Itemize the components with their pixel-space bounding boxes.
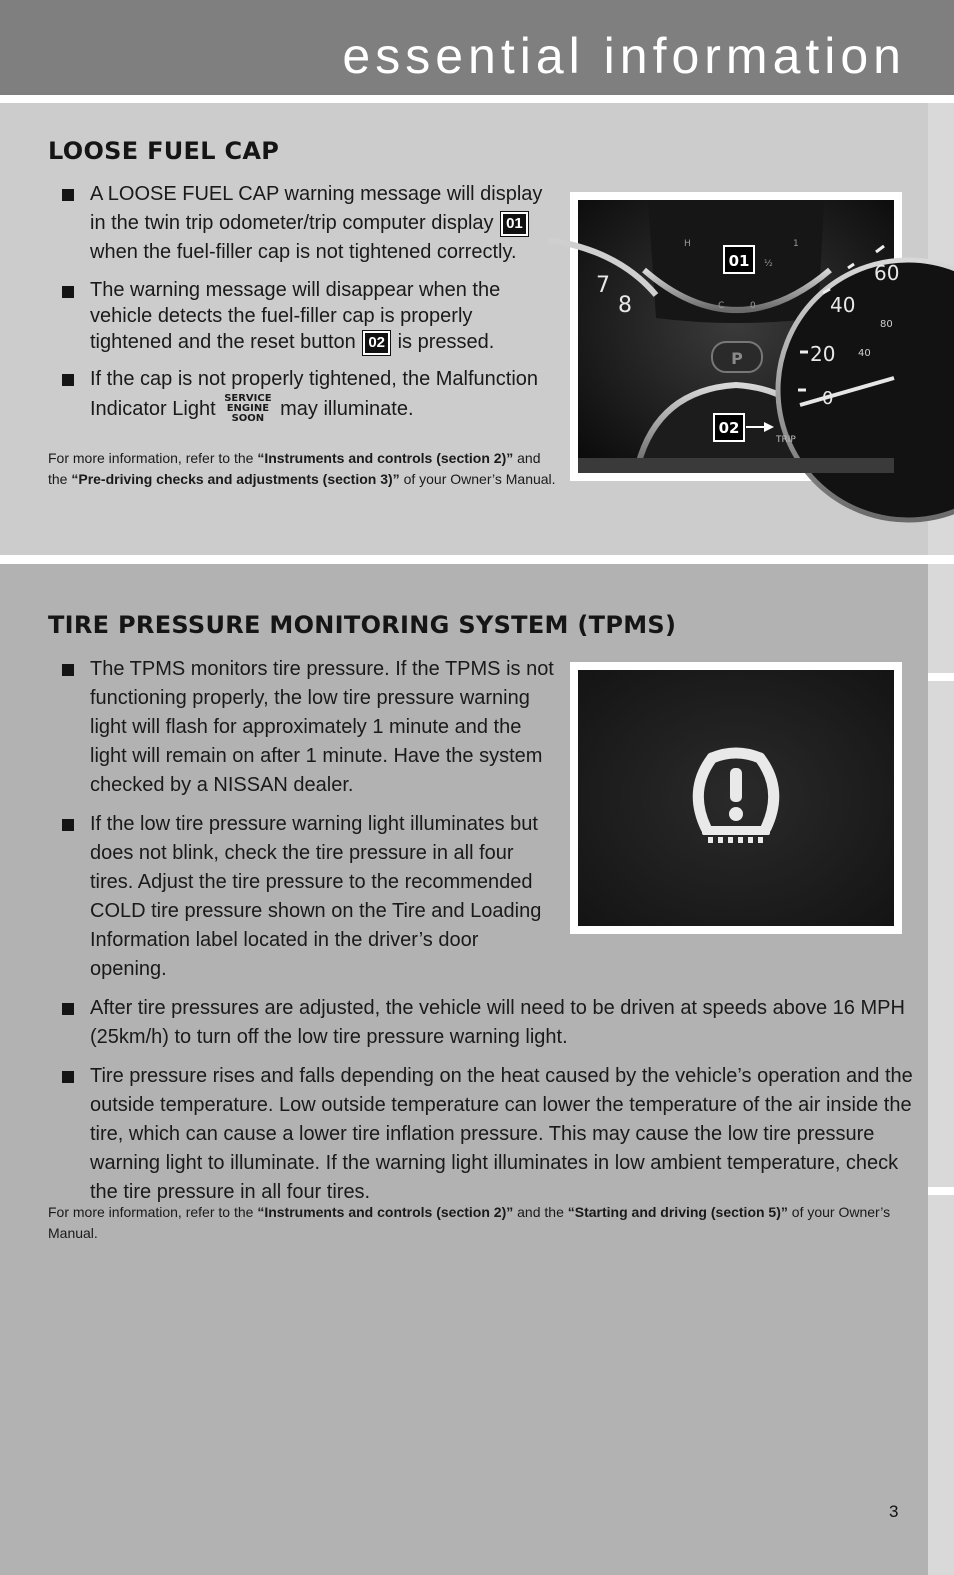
bullet-text: The warning message will disappear when the vehicle detects the fuel-filler cap is properly tightened and the reset button [90,279,501,353]
bullet-square-icon [62,664,74,676]
bullet-square-icon [62,1071,74,1083]
ref-text: For more information, refer to the [48,1204,254,1220]
fuel-label: 0 [750,301,756,311]
callout-01-label: 01 [728,252,750,270]
bullet-text: Tire pressure rises and falls depending on the heat caused by the vehicle’s operation and the outside temperature. Low outside temperature can lower the temperature of the air inside the tire, which can cause a lower tire inflation pressure. This may cause the low tire pressure warning light to illuminate. If the warning light illuminates in low ambient temperature, check the tire pressure in all four tires. [90,1065,913,1203]
ses-line: ENGINE [226,403,270,414]
bullet-square-icon [62,286,74,298]
fuel-cap-heading: LOOSE FUEL CAP [48,137,280,165]
gauge-left-label: 8 [618,293,632,318]
bullet-text: The TPMS monitors tire pressure. If the TPMS is not functioning properly, the low tire pressure warning light will flash for approximately 1 minute and the light will remain on after 1 minute. Have the system checked by a NISSAN dealer. [90,658,554,796]
fuel-label: 1 [793,239,799,249]
ref-bold: “Instruments and controls (section 2)” [257,1204,514,1220]
ref-text: and the [48,450,541,487]
tpms-warning-photo [570,662,902,934]
tpms-reference [48,1202,918,1244]
bullet-text: After tire pressures are adjusted, the vehicle will need to be driven at speeds above 16 MPH (25km/h) to turn off the low tire pressure warning light. [90,997,905,1048]
speed-label: 20 [810,342,836,366]
page-number: 3 [889,1502,899,1521]
bullet-text: is pressed. [397,331,495,353]
ref-text: of your Owner’s Manual. [48,1204,891,1241]
bullet-text: If the cap is not properly tightened, the Malfunction Indicator Light [90,368,539,420]
bullet-square-icon [62,819,74,831]
fuel-cap-bullets [48,180,558,434]
speed-label: 60 [874,261,900,285]
bullet-text: A LOOSE FUEL CAP warning message will display in the twin trip odometer/trip computer display [90,183,543,234]
speed-small-label: 80 [880,319,893,330]
list-item [48,180,558,267]
instrument-cluster-photo [570,192,902,481]
list-item [48,655,558,800]
park-indicator-label: P [731,349,743,368]
speed-label: 40 [830,293,856,317]
ref-text: of your Owner’s Manual. [403,471,556,487]
callout-02-label: 02 [718,419,740,437]
list-item [48,810,558,984]
page-header [0,0,954,95]
tpms-warning-light-illustration [578,670,894,926]
strip-notch [928,1187,954,1195]
instrument-cluster-illustration [578,200,900,473]
bullet-square-icon [62,1003,74,1015]
list-item [48,994,918,1052]
ref-bold: “Instruments and controls (section 2)” [257,450,514,466]
bullet-text: when the fuel-filler cap is not tightened correctly. [90,241,517,263]
ref-bold: “Pre-driving checks and adjustments (section 3)” [71,471,400,487]
temp-label: C [718,301,725,311]
speed-small-label: 40 [858,348,871,359]
ses-line: SOON [231,413,265,424]
ref-text: For more information, refer to the [48,450,254,466]
bullet-text: may illuminate. [280,398,414,420]
callout-badge-01: 01 [501,212,528,236]
callout-badge-02: 02 [363,331,390,355]
list-item [48,277,558,355]
ses-line: SERVICE [224,393,272,404]
fuel-cap-reference [48,448,558,490]
bullet-square-icon [62,374,74,386]
bullet-square-icon [62,189,74,201]
fuel-label: ½ [764,259,773,269]
tpms-heading: TIRE PRESSURE MONITORING SYSTEM (TPMS) [48,611,677,639]
gauge-left-label: 7 [596,273,610,298]
trip-label: TRIP [776,435,796,445]
list-item [48,365,558,424]
header-rule [0,95,954,103]
list-item [48,1062,918,1207]
section-divider [0,555,954,564]
header-title: essential information [342,28,906,84]
bullet-text: If the low tire pressure warning light illuminates but does not blink, check the tire pressure in all four tires. Adjust the tire pressure to the recommended COLD tire pressure shown on the Tire and Loading Information label located in the driver’s door opening. [90,813,542,980]
ref-bold: “Starting and driving (section 5)” [567,1204,788,1220]
service-engine-soon-icon [224,394,271,424]
temp-label: H [684,239,691,249]
strip-notch [928,673,954,681]
speed-label: 0 [822,388,834,409]
ref-text: and the [517,1204,564,1220]
